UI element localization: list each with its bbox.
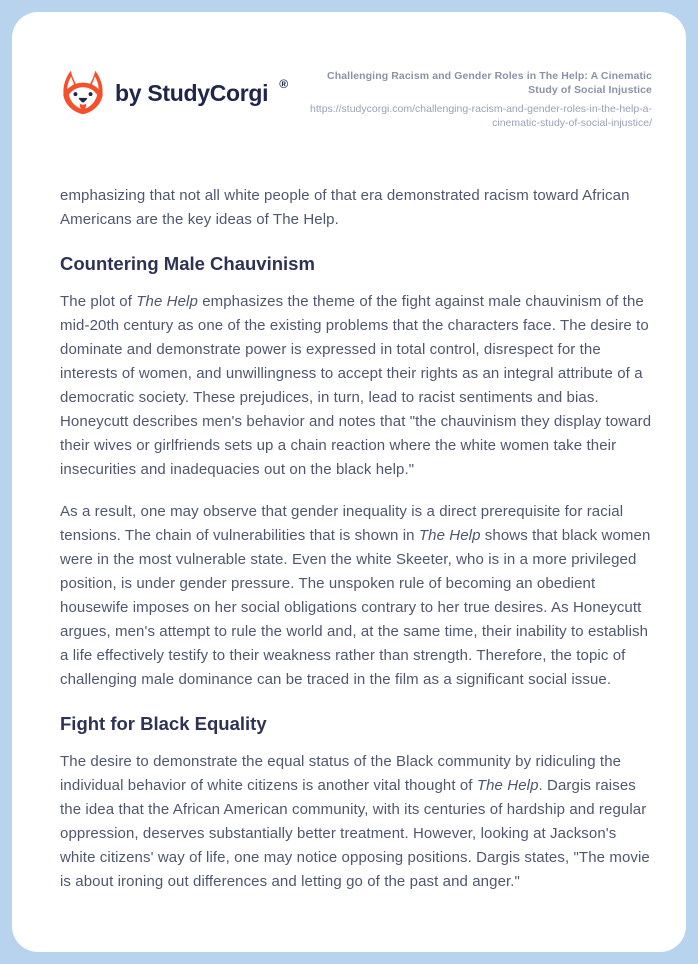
document-title: Challenging Racism and Gender Roles in The Help: A Cinematic Study of Social Injustice — [327, 70, 652, 96]
italic-text-segment: The Help — [136, 293, 198, 310]
corgi-logo-icon — [60, 70, 106, 116]
text-segment: shows that black women were in the most vulnerable state. Even the white Skeeter, who is in a more privileged position, is under gender pressure. The unspoken rule of becoming an obedient housewife imposes on her social obligations contrary to her true desires. As Honeycutt argues, men's attempt to rule the world and, at the same time, their inability to establish a life effectively testify to their weakness rather than strength. Therefore, the topic of challenging male dominance can be traced in the film as a significant social issue. — [60, 527, 651, 688]
registered-trademark-mark: ® — [279, 77, 289, 91]
document-meta — [300, 68, 652, 130]
italic-text-segment: The Help — [418, 527, 481, 544]
body-paragraph — [60, 184, 652, 232]
italic-text-segment: The Help — [476, 777, 539, 794]
text-segment: emphasizes the theme of the fight against male chauvinism of the mid-20th century as one of the existing problems that the characters face. The desire to dominate and demonstrate power is expressed in total control, disrespect for the interests of women, and unwillingness to accept their rights as an integral attribute of a democratic society. These prejudices, in turn, lead to racist sentiments and bias. Honeycutt describes men's behavior and notes that "the chauvinism they display toward their wives or girlfriends sets up a chain reaction where the white women take their insecurities and inadequacies out on the black help." — [60, 293, 652, 478]
brand-name: by StudyCorgi — [115, 79, 269, 106]
section-heading — [60, 710, 652, 738]
brand-logo — [60, 68, 288, 116]
text-segment: The desire to demonstrate the equal status of the Black community by ridiculing the individual behavior of white citizens is another vital thought of — [60, 753, 622, 794]
text-segment: emphasizing that not all white people of that era demonstrated racism toward African Americans are the key ideas of The Help. — [60, 187, 630, 228]
document-url-link[interactable]: https://studycorgi.com/challenging-racism-and-gender-roles-in-the-help-a-cinematic-study-of-social-injustice/ — [310, 103, 652, 129]
document-card — [12, 12, 686, 952]
body-paragraph — [60, 750, 652, 894]
document-content — [60, 184, 652, 894]
text-segment: . Dargis raises the idea that the African American community, with its centuries of hardship and regular oppression, deserves substantially better treatment. However, looking at Jackson's white citizens' way of life, one may notice opposing positions. Dargis states, "The movie is about ironing out differences and letting go of the past and anger." — [60, 777, 650, 890]
text-segment: As a result, one may observe that gender inequality is a direct prerequisite for racial tensions. The chain of vulnerabilities that is shown in — [60, 503, 624, 544]
section-heading — [60, 250, 652, 278]
text-segment: Fight for Black Equality — [60, 713, 267, 734]
document-header — [60, 68, 652, 130]
body-paragraph — [60, 500, 652, 692]
text-segment: The plot of — [60, 293, 137, 310]
body-paragraph — [60, 290, 652, 482]
text-segment: Countering Male Chauvinism — [60, 253, 315, 274]
